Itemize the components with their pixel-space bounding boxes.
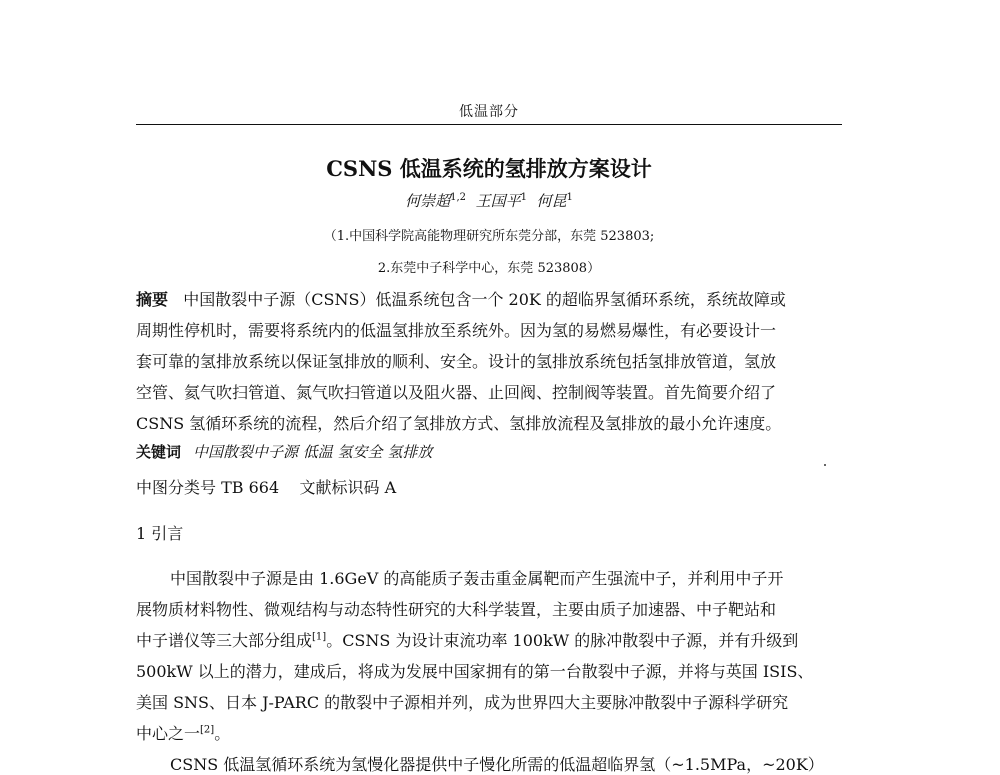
body-text: 。 [214, 724, 231, 743]
author-affil-mark: 1 [520, 192, 527, 203]
citation-mark: [2] [200, 724, 215, 736]
body-line: 展物质材料物性、微观结构与动态特性研究的大科学装置，主要由质子加速器、中子靶站和 [136, 600, 777, 619]
author-name: 王国平 [475, 192, 521, 210]
author-list [136, 190, 842, 211]
abstract-line [136, 287, 848, 310]
body-line: 中国散裂中子源是由 1.6GeV 的高能质子轰击重金属靶而产生强流中子，并利用中子开 [170, 569, 784, 588]
body-line: 美国 SNS、日本 J-PARC 的散裂中子源相并列，成为世界四大主要脉冲散裂中子源科学研究 [136, 693, 789, 712]
abstract-text: 中国散裂中子源（CSNS）低温系统包含一个 20K 的超临界氢循环系统，系统故障或 [183, 290, 786, 309]
citation-mark: [1] [312, 631, 327, 643]
body-line [136, 628, 848, 651]
section-heading [136, 521, 183, 544]
body-text: 。CSNS 为设计束流功率 100kW 的脉冲散裂中子源，并有升级到 [326, 631, 799, 650]
paper-title: CSNS 低温系统的氢排放方案设计 [326, 156, 652, 181]
author-affil-mark: 1,2 [450, 192, 467, 203]
abstract-line: 套可靠的氢排放系统以保证氢排放的顺利、安全。设计的氢排放系统包括氢排放管道，氢放 [136, 352, 777, 371]
doc-code-value: A [384, 478, 397, 497]
body-line: CSNS 低温氢循环系统为氢慢化器提供中子慢化所需的低温超临界氢（~1.5MPa，~20K） [170, 755, 824, 774]
body-text: 中子谱仪等三大部分组成 [136, 631, 313, 650]
body-line [136, 721, 848, 744]
body-line: 500kW 以上的潜力，建成后，将成为发展中国家拥有的第一台散裂中子源，并将与英国 ISIS、 [136, 662, 814, 681]
doc-code-label: 文献标识码 [299, 478, 380, 497]
keywords [136, 441, 432, 462]
author-name: 何崇超 [405, 192, 451, 210]
classification [136, 475, 396, 498]
affiliation-2: 2.东莞中子科学中心，东莞 523808） [377, 261, 601, 276]
author-affil-mark: 1 [566, 192, 573, 203]
body-text: 中心之一 [136, 724, 201, 743]
running-header: 低温部分 [459, 104, 519, 120]
section-number: 1 [136, 524, 147, 543]
keywords-values: 中国散裂中子源 低温 氢安全 氢排放 [193, 443, 433, 461]
keywords-label: 关键词 [136, 443, 182, 461]
abstract-line: 周期性停机时，需要将系统内的低温氢排放至系统外。因为氢的易燃易爆性，有必要设计一 [136, 321, 777, 340]
scan-speck [824, 464, 826, 466]
header-rule [136, 124, 842, 125]
affiliation-1: （1.中国科学院高能物理研究所东莞分部，东莞 523803; [323, 229, 655, 244]
author-name: 何昆 [536, 192, 567, 210]
abstract-label: 摘要 [136, 290, 169, 309]
clc-label: 中图分类号 [136, 478, 217, 497]
section-title: 引言 [151, 524, 184, 543]
clc-value: TB 664 [221, 478, 280, 497]
abstract-line: CSNS 氢循环系统的流程，然后介绍了氢排放方式、氢排放流程及氢排放的最小允许速度。 [136, 414, 782, 433]
abstract-line: 空管、氦气吹扫管道、氮气吹扫管道以及阻火器、止回阀、控制阀等装置。首先简要介绍了 [136, 383, 777, 402]
